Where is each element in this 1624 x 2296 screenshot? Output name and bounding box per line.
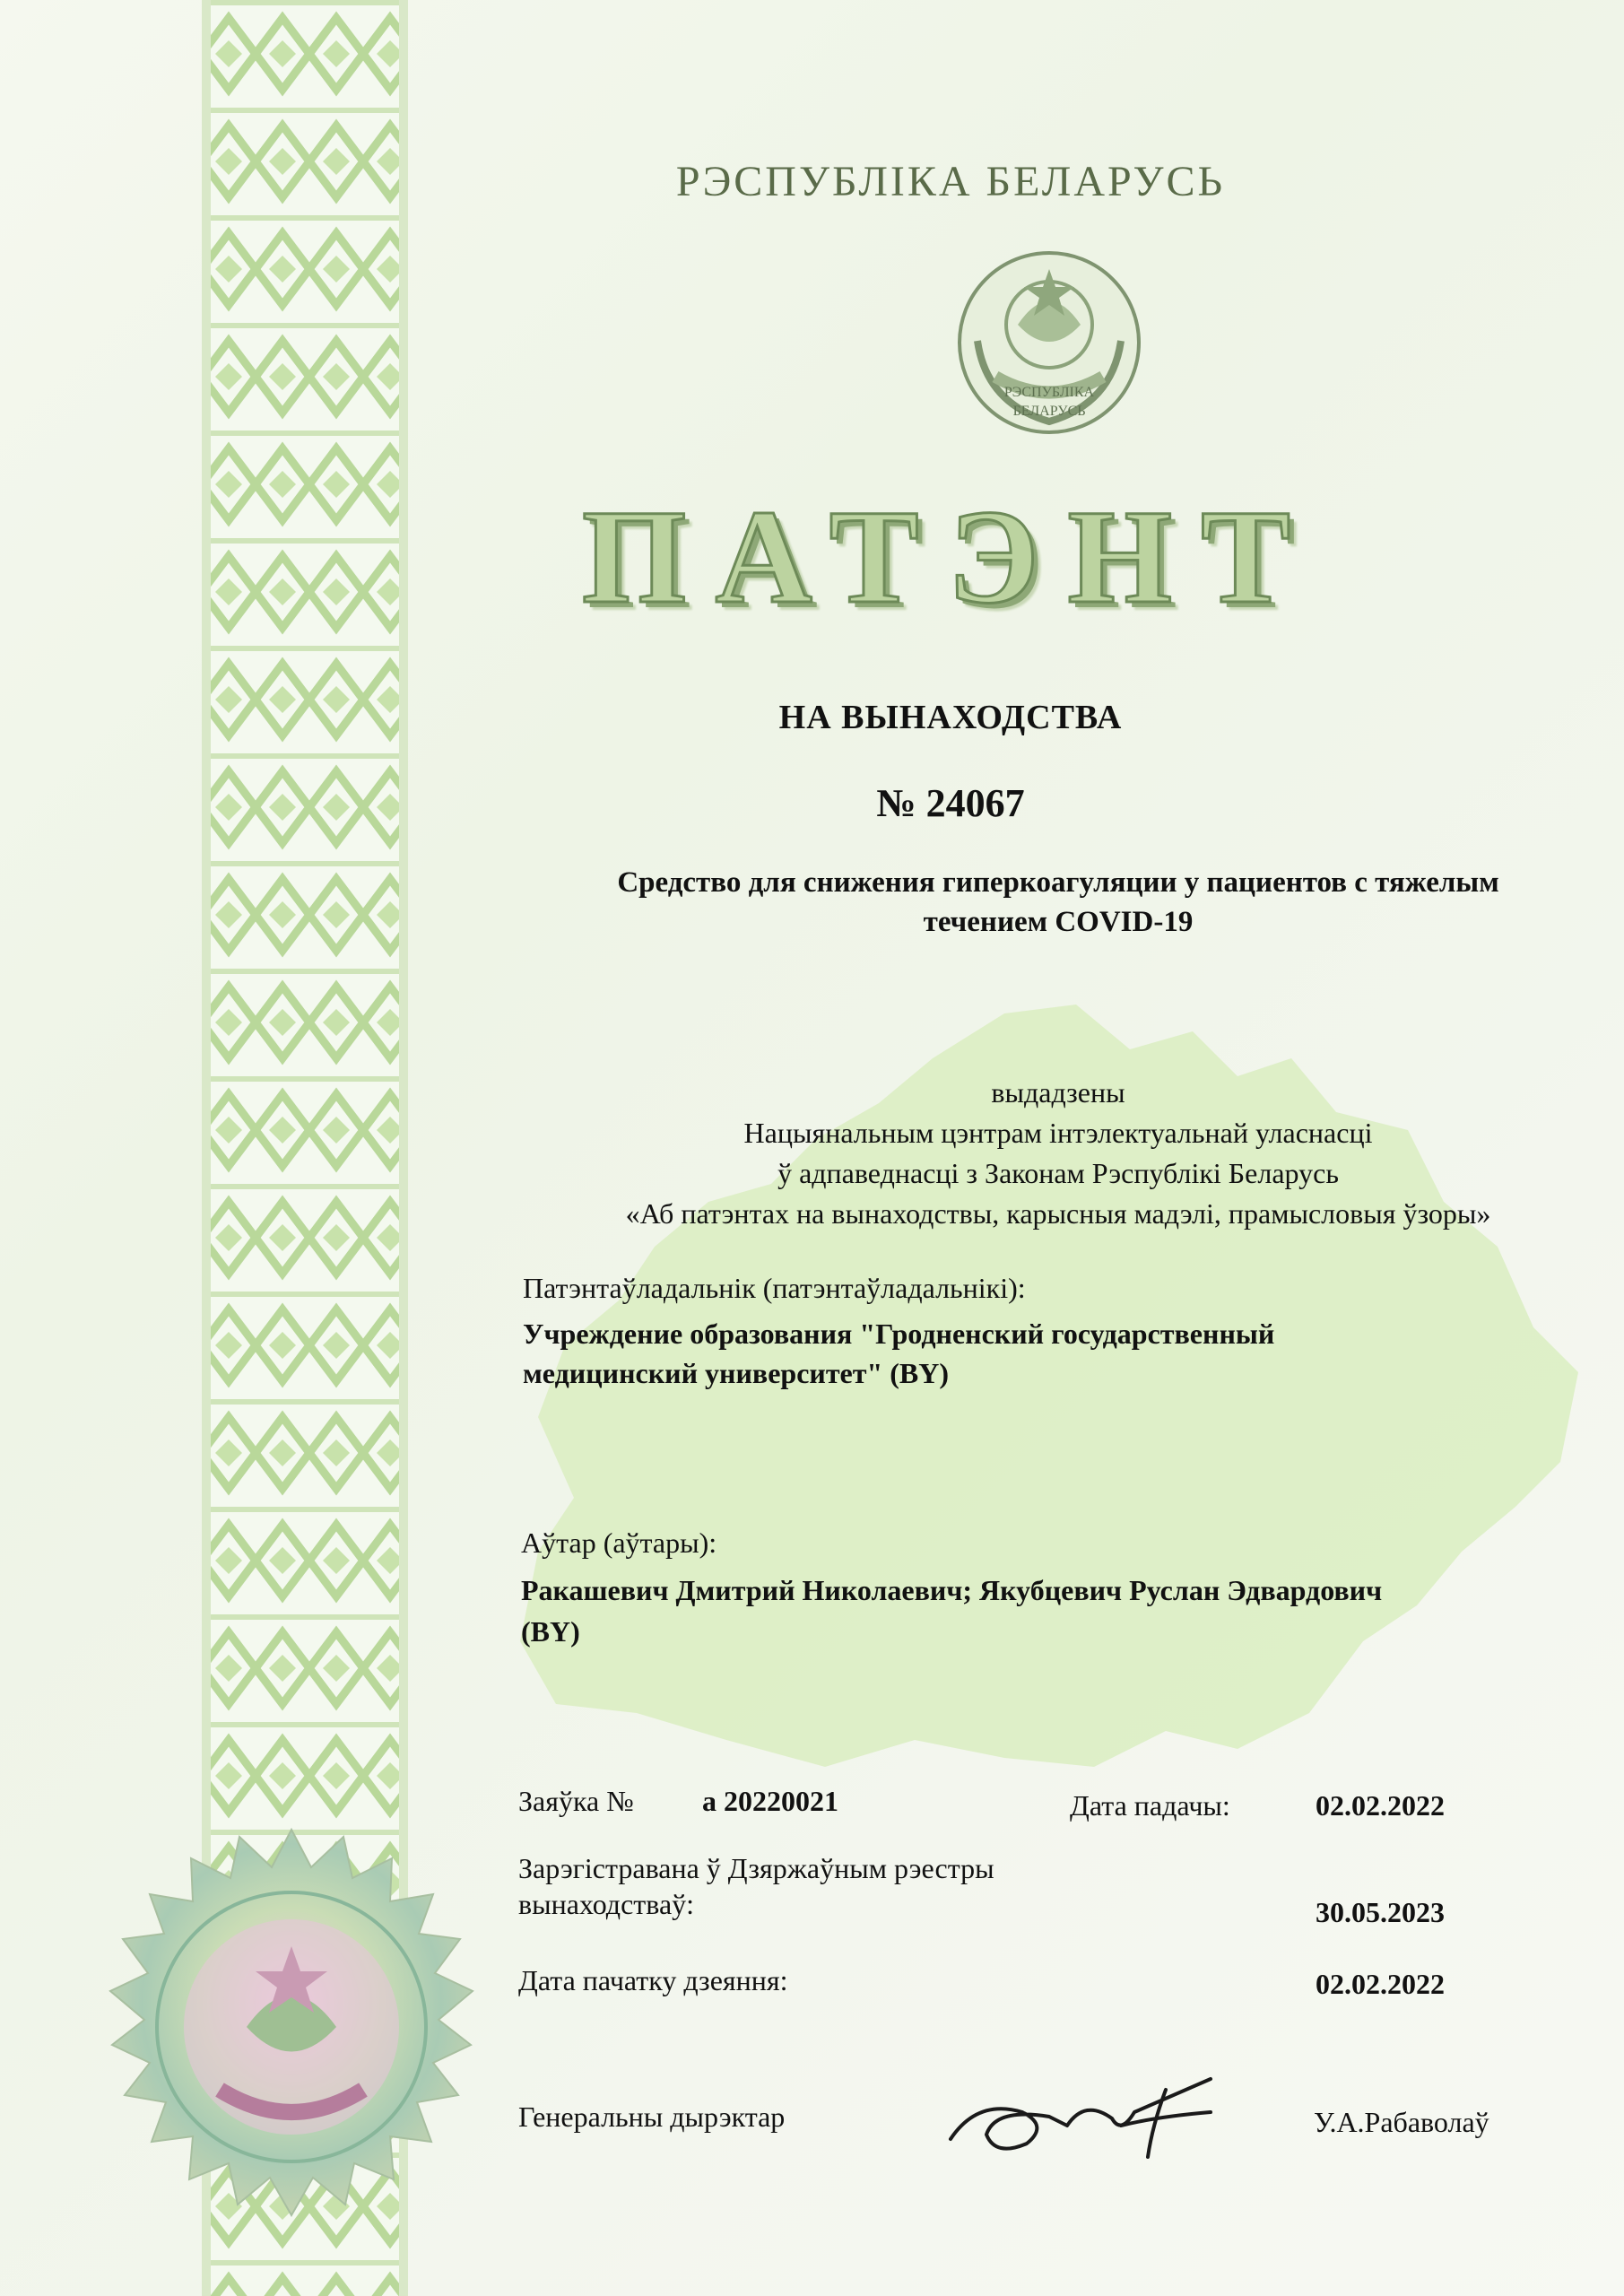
authors-line-1: Ракашевич Дмитрий Николаевич; Якубцевич Руслан Эдвардович (521, 1574, 1383, 1606)
registered-date-value: 30.05.2023 (1316, 1896, 1445, 1928)
signatory-name: У.А.Рабаволаў (1314, 2106, 1489, 2138)
filing-date-label: Дата падачы: (1070, 1789, 1230, 1822)
issued-line-2: Нацыянальным цэнтрам інтэлектуальнай уласнасці (743, 1117, 1373, 1149)
emblem-text-bottom: БЕЛАРУСЬ (1012, 404, 1086, 419)
registered-label (518, 1850, 994, 1922)
signature-icon (942, 2063, 1246, 2161)
document-title: ПАТЭНТ (581, 483, 1320, 631)
holder-line-1: Учреждение образования "Гродненский государственный (523, 1318, 1275, 1350)
issued-line-3: ў адпаведнасці з Законам Рэспублікі Беларусь (777, 1157, 1339, 1189)
start-date-label: Дата пачатку дзеяння: (518, 1964, 788, 1996)
signatory-role: Генеральны дырэктар (518, 2100, 786, 2133)
emblem-text-top: РЭСПУБЛІКА (1003, 385, 1095, 400)
holder-label: Патэнтаўладальнік (патэнтаўладальнікі): (523, 1272, 1026, 1304)
invention-title-line-2: течением COVID-19 (923, 906, 1194, 938)
holder-value (523, 1314, 1274, 1393)
country-heading: РЭСПУБЛІКА БЕЛАРУСЬ (675, 158, 1226, 205)
issued-line-4: «Аб патэнтах на вынаходствы, карысныя мадэлі, прамысловыя ўзоры» (625, 1197, 1491, 1230)
issued-by-block (502, 1073, 1614, 1234)
holder-line-2: медицинский университет" (BY) (523, 1357, 949, 1389)
start-date-value: 02.02.2022 (1316, 1968, 1445, 2000)
authors-line-2: (BY) (521, 1615, 580, 1648)
application-number: а 20220021 (702, 1785, 838, 1817)
issued-line-1: выдадзены (991, 1076, 1125, 1109)
registered-label-line-1: Зарэгістравана ў Дзяржаўным рэестры (518, 1852, 994, 1884)
filing-date-value: 02.02.2022 (1316, 1789, 1445, 1822)
document-subtitle: НА ВЫНАХОДСТВА (778, 699, 1123, 736)
registered-label-line-2: вынаходстваў: (518, 1888, 695, 1920)
authors-value (521, 1570, 1382, 1652)
authors-label: Аўтар (аўтары): (521, 1526, 717, 1559)
hologram-seal-icon (85, 1821, 498, 2233)
invention-title-line-1: Средство для снижения гиперкоагуляции у пациентов с тяжелым (617, 866, 1499, 899)
application-label: Заяўка № (518, 1785, 634, 1817)
patent-number: № 24067 (876, 781, 1025, 825)
state-emblem-icon (942, 242, 1157, 444)
invention-title (502, 863, 1614, 942)
